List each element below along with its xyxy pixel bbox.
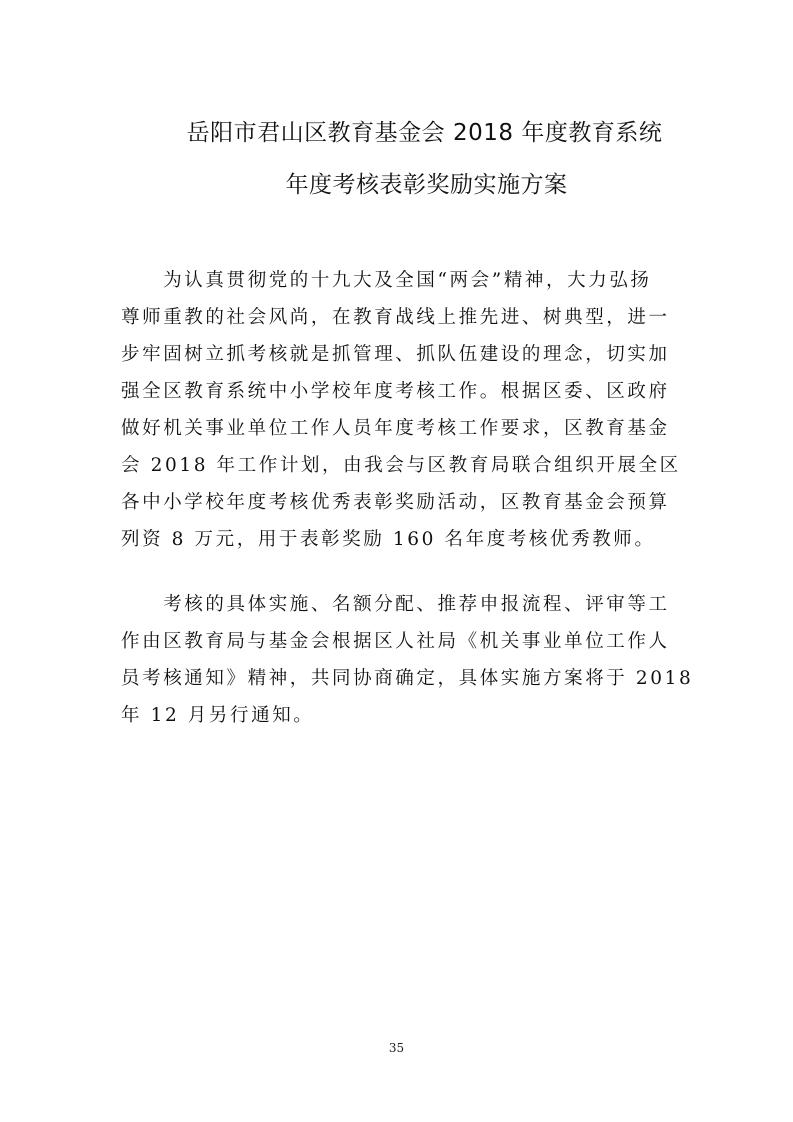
- paragraph-1-line: 步牢固树立抓考核就是抓管理、抓队伍建设的理念，切实加: [121, 344, 670, 365]
- paragraph-1-line: 强全区教育系统中小学校年度考核工作。根据区委、区政府: [121, 381, 670, 402]
- document-title-line-2: 年度考核表彰奖励实施方案: [285, 172, 568, 198]
- page-number: 35: [388, 1041, 405, 1055]
- paragraph-1: [121, 262, 686, 558]
- paragraph-1-line: 做好机关事业单位工作人员年度考核工作要求，区教育基金: [121, 418, 670, 439]
- paragraph-2-line: 考核的具体实施、名额分配、推荐申报流程、评审等工: [121, 594, 670, 615]
- paragraph-2-line: 员考核通知》精神，共同协商确定，具体实施方案将于 2018: [121, 668, 694, 689]
- paragraph-2-line: 年 12 月另行通知。: [121, 705, 315, 726]
- paragraph-1-line: 为认真贯彻党的十九大及全国“两会”精神，大力弘扬: [121, 270, 652, 291]
- document-title-line-1: 岳阳市君山区教育基金会 2018 年度教育系统: [186, 120, 663, 146]
- paragraph-1-line: 各中小学校年度考核优秀表彰奖励活动，区教育基金会预算: [121, 492, 670, 513]
- paragraph-1-line: 尊师重教的社会风尚，在教育战线上推先进、树典型，进一: [121, 307, 670, 328]
- paragraph-1-line: 会 2018 年工作计划，由我会与区教育局联合组织开展全区: [121, 455, 681, 476]
- paragraph-2-line: 作由区教育局与基金会根据区人社局《机关事业单位工作人: [121, 631, 670, 652]
- paragraph-2: [121, 586, 694, 734]
- paragraph-1-line: 列资 8 万元，用于表彰奖励 160 名年度考核优秀教师。: [121, 529, 656, 550]
